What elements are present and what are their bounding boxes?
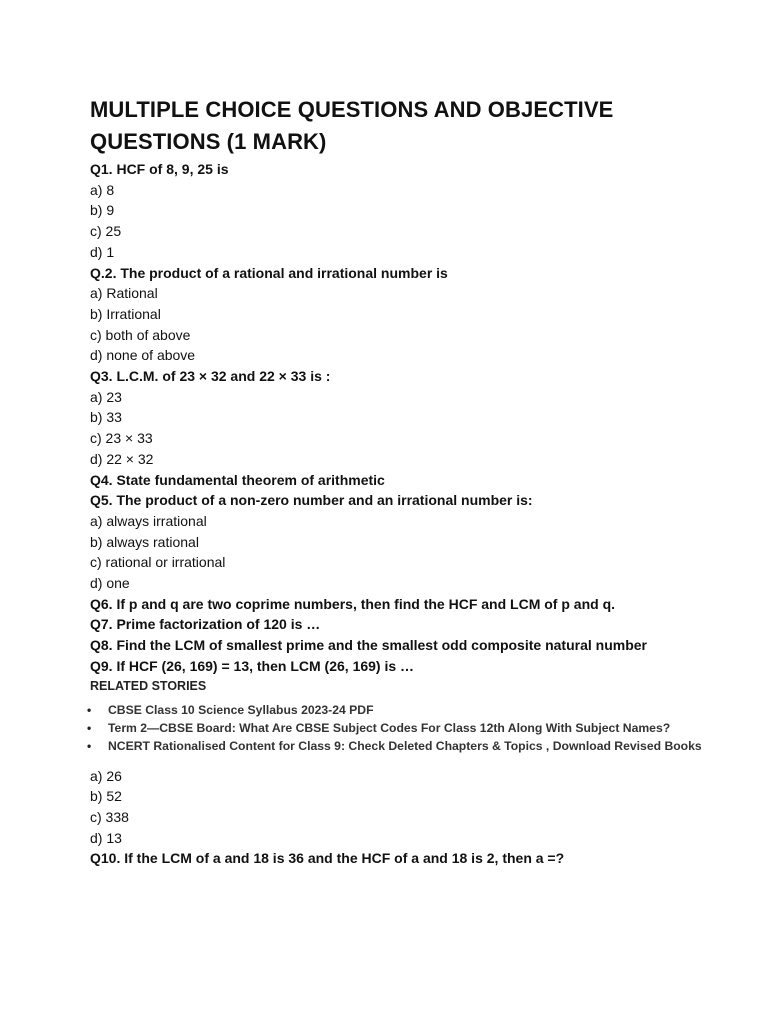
q2-option-c: c) both of above — [90, 326, 191, 343]
q1-option-d: d) 1 — [90, 243, 115, 260]
question-3: Q3. L.C.M. of 23 × 32 and 22 × 33 is : — [90, 368, 331, 385]
q9-option-d: d) 13 — [90, 829, 122, 846]
bullet-icon: • — [87, 738, 92, 753]
q5-option-d: d) one — [90, 575, 130, 592]
q1-option-b: b) 9 — [90, 202, 115, 219]
related-story-title[interactable]: Term 2—CBSE Board: What Are CBSE Subject Codes For Class 12th Along With Subject Names? — [108, 720, 671, 735]
q3-option-b: b) 33 — [90, 409, 122, 426]
question-2: Q.2. The product of a rational and irrational number is — [90, 264, 448, 281]
document-page — [87, 94, 730, 869]
related-story-link[interactable] — [87, 737, 730, 755]
bullet-icon: • — [87, 702, 92, 717]
related-story-title[interactable]: CBSE Class 10 Science Syllabus 2023-24 PDF — [108, 702, 374, 717]
related-story-link[interactable] — [87, 701, 730, 719]
question-5: Q5. The product of a non-zero number and an irrational number is: — [90, 492, 533, 509]
q5-option-a: a) always irrational — [90, 512, 207, 529]
q5-option-b: b) always rational — [90, 533, 199, 550]
q9-option-c: c) 338 — [90, 808, 129, 825]
q2-option-a: a) Rational — [90, 285, 158, 302]
related-stories-list — [87, 701, 730, 755]
related-stories-heading: RELATED STORIES — [90, 678, 207, 693]
q3-option-c: c) 23 × 33 — [90, 430, 153, 447]
question-1: Q1. HCF of 8, 9, 25 is — [90, 161, 229, 177]
related-story-title[interactable]: NCERT Rationalised Content for Class 9: Check Deleted Chapters & Topics , Download Revised Books — [108, 738, 702, 753]
question-10: Q10. If the LCM of a and 18 is 36 and the HCF of a and 18 is 2, then a =? — [90, 850, 565, 867]
q3-option-d: d) 22 × 32 — [90, 450, 154, 467]
question-9: Q9. If HCF (26, 169) = 13, then LCM (26, 169) is … — [90, 657, 415, 674]
related-story-link[interactable] — [87, 719, 730, 737]
q1-option-c: c) 25 — [90, 223, 122, 240]
bullet-icon: • — [87, 720, 92, 735]
q9-option-a: a) 26 — [90, 767, 122, 784]
q3-option-a: a) 23 — [90, 388, 122, 405]
question-4: Q4. State fundamental theorem of arithmetic — [90, 471, 385, 488]
q9-option-b: b) 52 — [90, 788, 122, 805]
question-7: Q7. Prime factorization of 120 is … — [90, 616, 321, 633]
question-6: Q6. If p and q are two coprime numbers, then find the HCF and LCM of p and q. — [90, 595, 616, 612]
q1-option-a: a) 8 — [90, 181, 115, 198]
page-title: MULTIPLE CHOICE QUESTIONS AND OBJECTIVE QUESTIONS (1 MARK) — [90, 97, 614, 154]
q5-option-c: c) rational or irrational — [90, 554, 226, 571]
q2-option-b: b) Irrational — [90, 305, 161, 322]
q2-option-d: d) none of above — [90, 347, 196, 364]
question-8: Q8. Find the LCM of smallest prime and the smallest odd composite natural number — [90, 637, 647, 654]
